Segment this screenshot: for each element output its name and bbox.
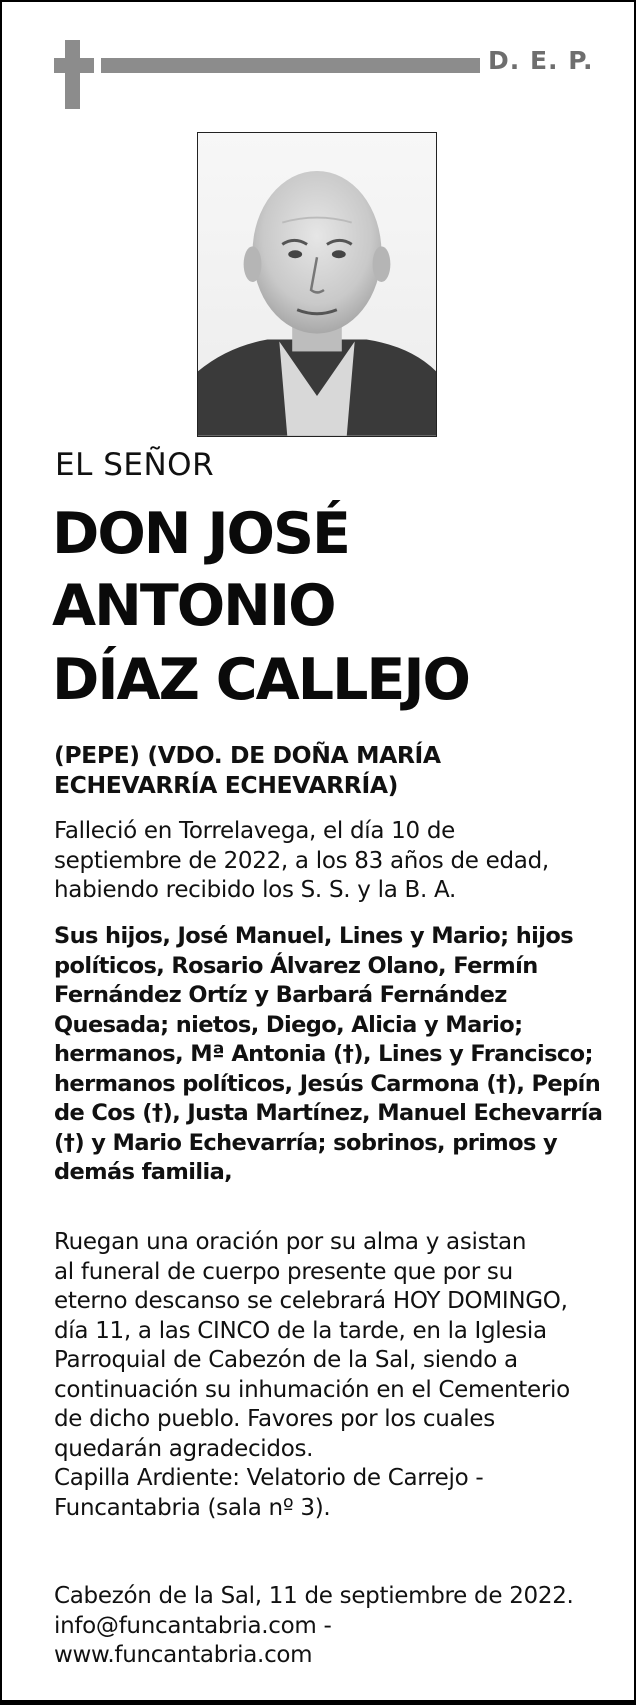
funeral-announcement: Ruegan una oración por su alma y asistan al funeral de cuerpo presente que por su eterno descanso se celebrará HOY DOMINGO, día 11, a las CINCO de la tarde, en la Iglesia Parroquial de Cabezón de la Sal, siendo a continuación su inhumación en el Cementerio de dicho pueblo. Favores por los cuales quedarán agradecidos. Capilla Ardiente: Velatorio de Carrejo - Funcantabria (sala nº 3). — [54, 1229, 570, 1521]
name-line-1: DON JOSÉ — [52, 501, 349, 567]
honorific: EL SEÑOR — [55, 447, 215, 483]
dep-heading: D. E. P. — [488, 46, 594, 75]
name-line-2: ANTONIO — [52, 573, 335, 639]
death-notice: Falleció en Torrelavega, el día 10 de septiembre de 2022, a los 83 años de edad, habiendo recibido los S. S. y la B. A. — [54, 818, 549, 903]
latin-cross-icon — [65, 40, 80, 109]
name-line-3: DÍAZ CALLEJO — [52, 647, 469, 713]
portrait-photo — [197, 132, 437, 437]
header-rule — [101, 58, 480, 73]
family-list: Sus hijos, José Manuel, Lines y Mario; hijos políticos, Rosario Álvarez Olano, Fermín Fernández Ortíz y Barbará Fernández Quesada; nietos, Diego, Alicia y Mario; hermanos, Mª Antonia (†), Lines y Francisco; hermanos políticos, Jesús Carmona (†), Pepín de Cos (†), Justa Martínez, Manuel Echevarría (†) y Mario Echevarría; sobrinos, primos y demás familia, — [54, 923, 603, 1185]
alias-widower-note: (PEPE) (VDO. DE DOÑA MARÍA ECHEVARRÍA ECHEVARRÍA) — [54, 741, 441, 799]
footer-contact: Cabezón de la Sal, 11 de septiembre de 2022. info@funcantabria.com - www.funcantabria.com — [54, 1583, 574, 1668]
cross-arm — [54, 58, 94, 73]
